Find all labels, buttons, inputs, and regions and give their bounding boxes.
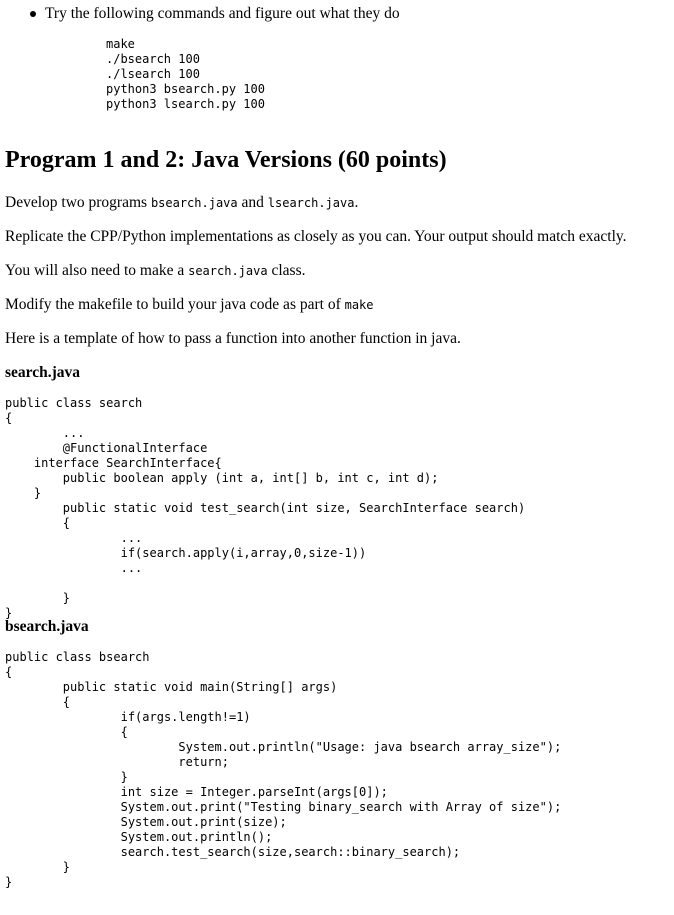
- paragraph-search-class: [5, 261, 305, 281]
- paragraph-develop: [5, 193, 358, 213]
- paragraph-text: You will also need to make a: [5, 262, 189, 279]
- paragraph-makefile: [5, 295, 374, 315]
- inline-code: make: [344, 298, 374, 312]
- command-line: ./bsearch 100: [106, 52, 200, 66]
- commands-block: [106, 37, 265, 112]
- paragraph-text: and: [237, 194, 268, 211]
- paragraph-text: Develop two programs: [5, 194, 151, 211]
- section-title: Program 1 and 2: Java Versions (60 points): [5, 147, 447, 173]
- inline-code: lsearch.java: [267, 196, 355, 210]
- inline-code: search.java: [188, 264, 268, 278]
- search-java-heading: search.java: [5, 364, 81, 381]
- search-java-code: public class search { ... @FunctionalInterface interface SearchInterface{ public boolean apply (int a, int[] b, int c, int d); } public static void test_search(int size, SearchInterface search) { ... if(search.apply(i,array,0,size-1)) ... } }: [5, 396, 526, 620]
- paragraph-text: .: [354, 194, 359, 211]
- paragraph-text: Modify the makefile to build your java code as part of: [5, 296, 345, 313]
- bullet-dot-icon: [30, 11, 36, 17]
- paragraph-template: Here is a template of how to pass a function into another function in java.: [5, 330, 461, 347]
- bsearch-java-heading: bsearch.java: [5, 618, 89, 635]
- inline-code: bsearch.java: [150, 196, 238, 210]
- command-line: python3 lsearch.py 100: [106, 97, 265, 111]
- paragraph-replicate: Replicate the CPP/Python implementations as closely as you can. Your output should match exactly.: [5, 228, 627, 245]
- command-line: ./lsearch 100: [106, 67, 200, 81]
- bullet-text: Try the following commands and figure out what they do: [45, 5, 400, 22]
- paragraph-text: class.: [267, 262, 306, 279]
- command-line: python3 bsearch.py 100: [106, 82, 265, 96]
- command-line: make: [106, 37, 135, 51]
- bsearch-java-code: public class bsearch { public static void main(String[] args) { if(args.length!=1) { System.out.println("Usage: java bsearch array_size"); return; } int size = Integer.parseInt(args[0]); System.out.print("Testing binary_search with Array of size"); System.out.print(size); System.out.println(); search.test_search(size,search::binary_search); } }: [5, 650, 562, 889]
